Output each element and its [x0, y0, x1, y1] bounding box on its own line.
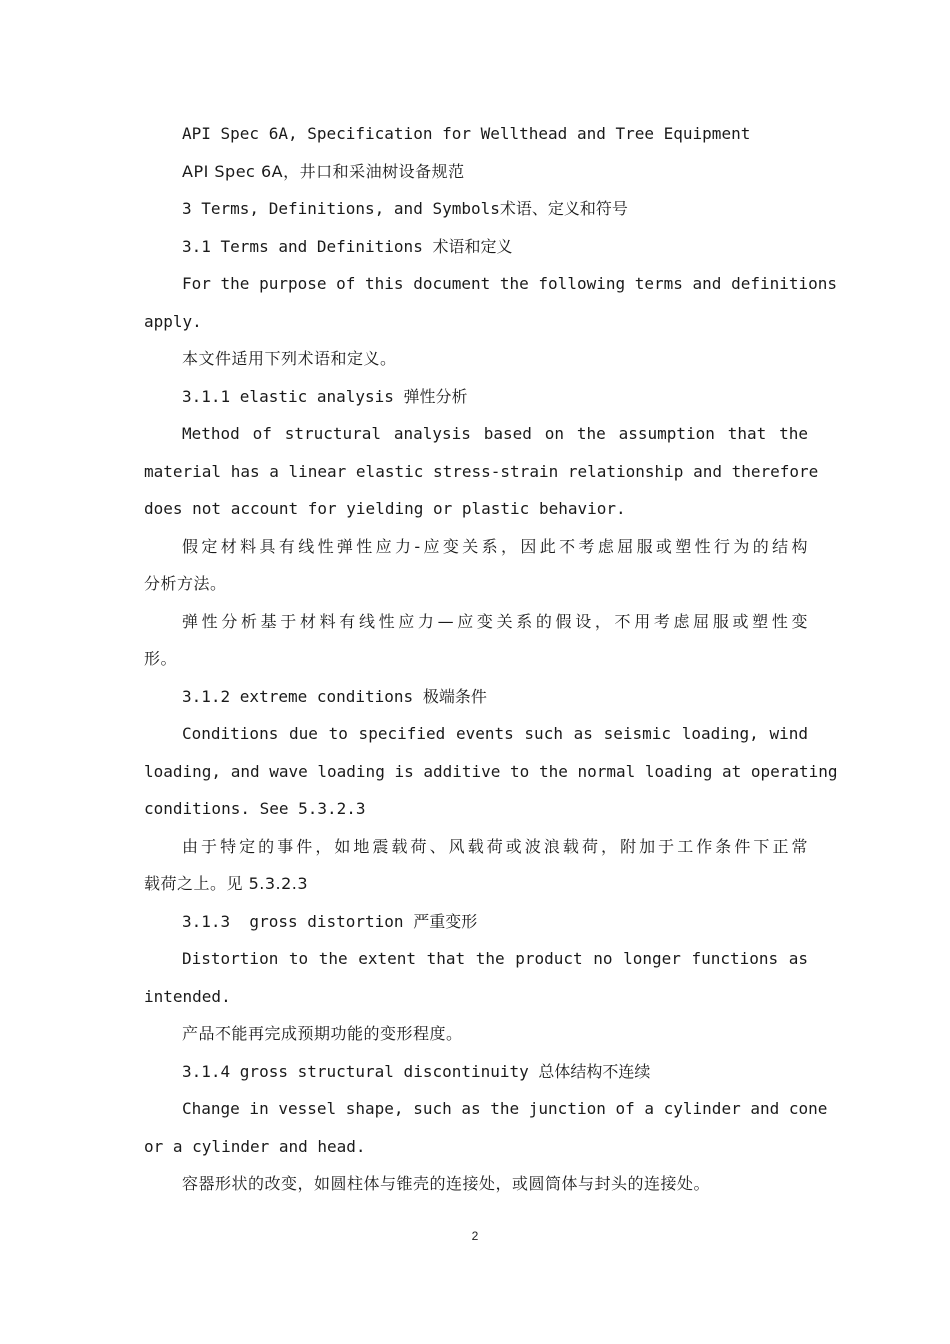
definition-3-1-1-en-line-3: does not account for yielding or plastic behavior.	[144, 499, 626, 518]
paragraph-purpose-zh: 本文件适用下列术语和定义。	[182, 349, 397, 368]
note-3-1-1-zh-line-2: 形。	[144, 649, 178, 668]
reference-api-spec-en: API Spec 6A, Specification for Wellthead and Tree Equipment	[182, 124, 751, 143]
definition-3-1-3-en-line-2: intended.	[144, 986, 231, 1006]
term-heading-3-1-4: 3.1.4 gross structural discontinuity 总体结构不连续	[182, 1061, 651, 1081]
definition-3-1-2-en-line-3: conditions. See 5.3.2.3	[144, 799, 366, 818]
page-number: 2	[471, 1229, 479, 1243]
definition-3-1-3-en-line-1: Distortion to the extent that the product no longer functions as	[182, 949, 808, 968]
definition-3-1-2-en-line-1: Conditions due to specified events such as seismic loading, wind	[182, 724, 808, 743]
definition-3-1-4-zh: 容器形状的改变，如圆柱体与锥壳的连接处，或圆筒体与封头的连接处。	[182, 1174, 711, 1193]
definition-3-1-1-zh-line-2: 分析方法。	[144, 574, 227, 593]
term-heading-3-1-3: 3.1.3 gross distortion 严重变形	[182, 911, 478, 931]
definition-3-1-1-zh-line-1: 假定材料具有线性弹性应力-应变关系，因此不考虑屈服或塑性行为的结构	[182, 536, 808, 556]
definition-3-1-4-en-line-1: Change in vessel shape, such as the junction of a cylinder and cone	[182, 1099, 828, 1118]
definition-3-1-2-en-line-2: loading, and wave loading is additive to the normal loading at operating	[144, 761, 838, 781]
definition-3-1-2-zh-line-2: 载荷之上。见 5.3.2.3	[144, 874, 309, 893]
definition-3-1-4-en-line-2: or a cylinder and head.	[144, 1136, 366, 1156]
note-3-1-1-zh-line-1: 弹性分析基于材料有线性应力—应变关系的假设，不用考虑屈服或塑性变	[182, 611, 808, 631]
definition-3-1-1-en-line-2: material has a linear elastic stress-strain relationship and therefore	[144, 461, 819, 481]
term-heading-3-1-2: 3.1.2 extreme conditions 极端条件	[182, 686, 487, 706]
reference-api-spec-zh: API Spec 6A，井口和采油树设备规范	[182, 161, 465, 181]
term-heading-3-1-1: 3.1.1 elastic analysis 弹性分析	[182, 386, 468, 406]
document-body	[144, 115, 838, 1203]
paragraph-purpose-en-line-1: For the purpose of this document the following terms and definitions	[182, 274, 838, 293]
definition-3-1-3-zh: 产品不能再完成预期功能的变形程度。	[182, 1024, 463, 1043]
definition-3-1-2-zh-line-1: 由于特定的事件，如地震载荷、风载荷或波浪载荷，附加于工作条件下正常	[182, 836, 808, 856]
definition-3-1-1-en-line-1: Method of structural analysis based on the assumption that the	[182, 424, 808, 443]
section-heading-3-1: 3.1 Terms and Definitions 术语和定义	[182, 236, 513, 256]
section-heading-3: 3 Terms, Definitions, and Symbols术语、定义和符号	[182, 199, 628, 218]
paragraph-purpose-en-line-2: apply.	[144, 311, 202, 331]
